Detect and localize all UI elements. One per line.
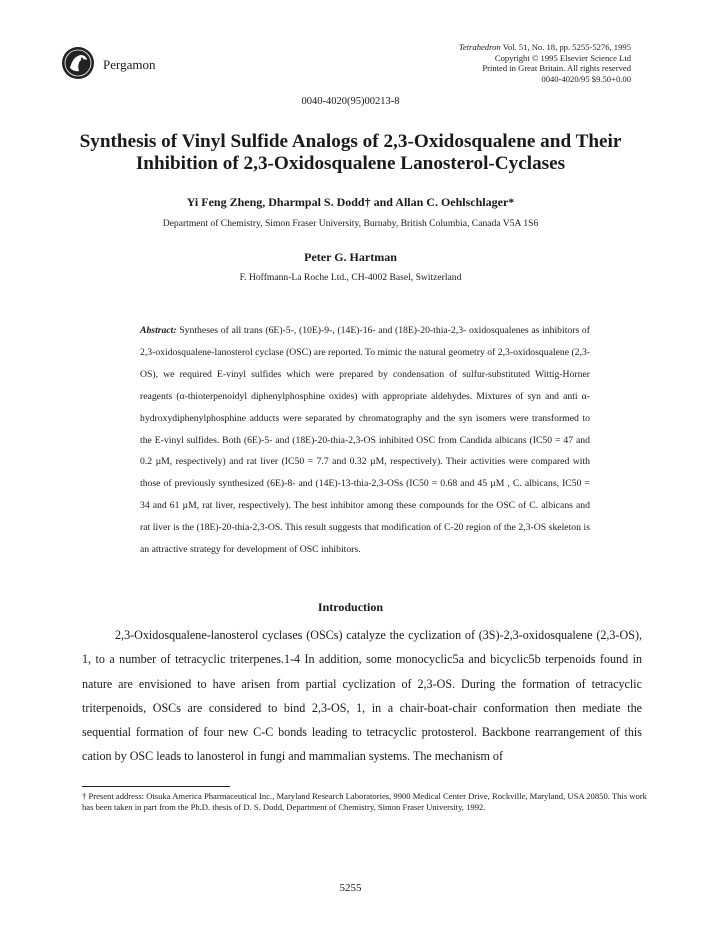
affiliation-roche: F. Hoffmann-La Roche Ltd., CH-4002 Basel, Switzerland bbox=[239, 272, 462, 283]
copyright-line: Copyright © 1995 Elsevier Science Ltd bbox=[494, 52, 631, 63]
pergamon-logo bbox=[61, 46, 95, 80]
publisher-name: Pergamon bbox=[103, 57, 156, 72]
footnote: † Present address: Otsuka America Pharmaceutical Inc., Maryland Research Laboratories, 9900 Medical Center Drive, Rockville, Maryland, USA 20850. This work has been taken in part from the Ph.D. thesis of D. S. Dodd, Department of Chemistry, Simon Fraser University, 1992. bbox=[82, 791, 647, 812]
affiliation-sfu: Department of Chemistry, Simon Fraser University, Burnaby, British Columbia, Canada V5A 1S6 bbox=[162, 218, 539, 229]
author-list: Yi Feng Zheng, Dharmpal S. Dodd† and Allan C. Oehlschlager* bbox=[186, 195, 515, 209]
introduction-heading: Introduction bbox=[317, 600, 384, 614]
printed-line: Printed in Great Britain. All rights reserved bbox=[482, 63, 631, 74]
page-number: 5255 bbox=[339, 882, 362, 894]
issn-price: 0040-4020/95 $9.50+0.00 bbox=[541, 73, 631, 84]
introduction-body bbox=[82, 623, 642, 769]
author-list-2: Peter G. Hartman bbox=[304, 250, 397, 264]
paper-title bbox=[40, 131, 661, 175]
title-line-2: Inhibition of 2,3-Oxidosqualene Lanosterol-Cyclases bbox=[135, 153, 566, 174]
document-id: 0040-4020(95)00213-8 bbox=[301, 96, 400, 107]
journal-info bbox=[459, 42, 631, 84]
journal-volume: Vol. 51, No. 18, pp. 5255-5276, 1995 bbox=[500, 42, 631, 52]
abstract-label: Abstract: bbox=[140, 325, 177, 336]
introduction-paragraph: 2,3-Oxidosqualene-lanosterol cyclases (OSCs) catalyze the cyclization of (3S)-2,3-oxidosqualene (2,3-OS), 1, to a number of tetracyclic triterpenes.1-4 In addition, some monocyclic5a and bicyclic5b terpenoids found in nature are envisioned to have arisen from partial cyclization of 2,3-OS. During the formation of tetracyclic triterpenoids, OSCs are considered to bind 2,3-OS, 1, in a chair-boat-chair conformation then mediate the sequential formation of four new C-C bonds leading to tetracyclic protosterol. Backbone rearrangement of this cation by OSC leads to lanosterol in fungi and mammalian systems. The mechanism of bbox=[82, 628, 642, 764]
abstract bbox=[140, 320, 590, 561]
journal-name: Tetrahedron bbox=[458, 42, 501, 52]
abstract-text: Syntheses of all trans (6E)-5-, (10E)-9-, (14E)-16- and (18E)-20-thia-2,3- oxidosqualenes as inhibitors of 2,3-oxidosqualene-lanosterol cyclase (OSC) are reported. To mimic the natural geometry of 2,3-oxidosqualene (2,3-OS), we required E-vinyl sulfides which were prepared by condensation of sulfur-substituted Wittig-Horner reagents (α-thioterpenoidyl diphenylphosphine oxides) with appropriate aldehydes. Mixtures of syn and anti α-hydroxydiphenylphosphine adducts were separated by chromatography and the syn isomers were transformed to the E-vinyl sulfides. Both (6E)-5- and (18E)-20-thia-2,3-OS inhibited OSC from Candida albicans (IC50 = 47 and 0.2 µM, respectively) and rat liver (IC50 = 7.7 and 0.32 µM, respectively). Their activities were compared with those of previously synthesized (6E)-8- and (14E)-13-thia-2,3-OSs (IC50 = 0.68 and 45 µM , C. albicans, IC50 = 34 and 61 µM, rat liver, respectively). The best inhibitor among these compounds for the OSC of C. albicans and rat liver is the (18E)-20-thia-2,3-OS. This result suggests that modification of C-20 region of the 2,3-OS skeleton is an attractive strategy for development of OSC inhibitors. bbox=[140, 325, 591, 556]
footnote-rule bbox=[82, 786, 230, 787]
title-line-1: Synthesis of Vinyl Sulfide Analogs of 2,3-Oxidosqualene and Their bbox=[79, 131, 622, 152]
